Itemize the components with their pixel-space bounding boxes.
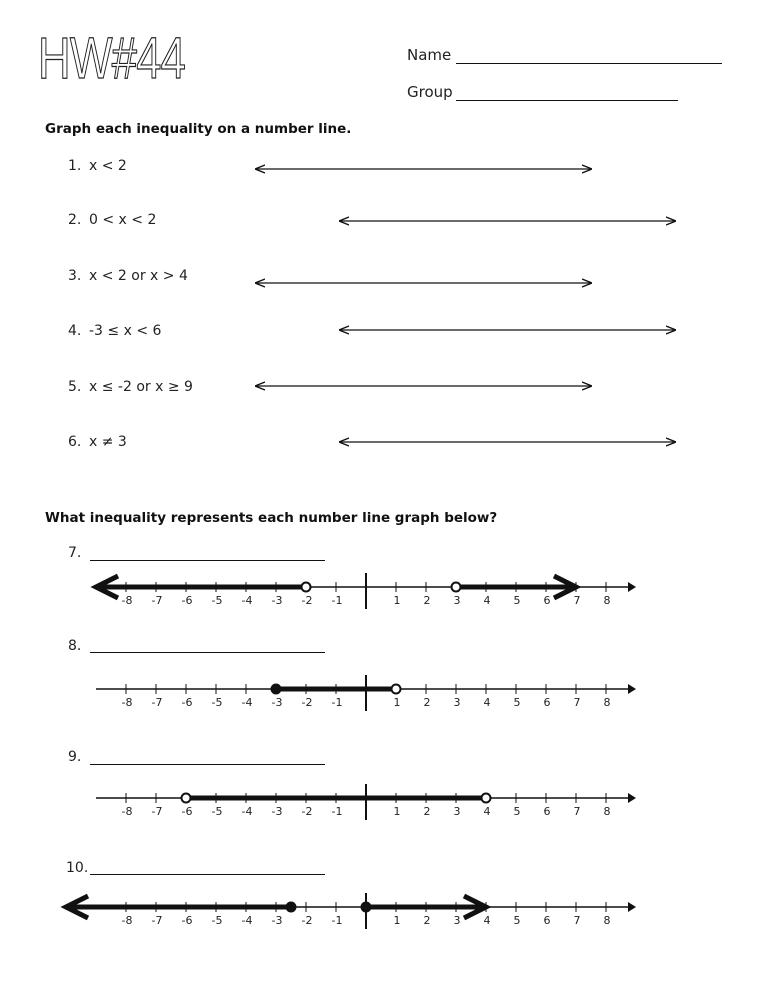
tick-label-7-10: 2 <box>423 594 431 607</box>
tick-label-10-14: 6 <box>543 914 551 927</box>
tick-label-8-1: -7 <box>151 696 163 709</box>
tick-label-9-1: -7 <box>151 805 163 818</box>
tick-label-7-6: -2 <box>301 594 313 607</box>
tick-label-9-0: -8 <box>121 805 133 818</box>
tick-label-10-10: 2 <box>423 914 431 927</box>
open-endpoint-9-0-left_end <box>182 794 191 803</box>
closed-endpoint-8-0-left_end <box>272 685 281 694</box>
item-9-number: 9. <box>68 749 82 765</box>
tick-label-7-0: -8 <box>121 594 133 607</box>
problem-5-inequality: x ≤ -2 or x ≥ 9 <box>89 379 193 395</box>
tick-label-9-16: 8 <box>603 805 611 818</box>
tick-label-8-7: -1 <box>331 696 343 709</box>
tick-label-9-9: 1 <box>393 805 401 818</box>
tick-label-9-6: -2 <box>301 805 313 818</box>
tick-label-10-1: -7 <box>151 914 163 927</box>
problem-3-inequality: x < 2 or x > 4 <box>89 268 188 284</box>
problem-2-number: 2. <box>68 212 82 228</box>
tick-label-10-15: 7 <box>573 914 581 927</box>
tick-label-10-12: 4 <box>483 914 491 927</box>
problem-6-inequality: x ≠ 3 <box>89 434 127 450</box>
tick-label-9-15: 7 <box>573 805 581 818</box>
tick-label-7-3: -5 <box>211 594 223 607</box>
tick-label-10-7: -1 <box>331 914 343 927</box>
tick-label-7-16: 8 <box>603 594 611 607</box>
tick-label-7-15: 7 <box>573 594 581 607</box>
tick-label-8-6: -2 <box>301 696 313 709</box>
axis-arrow-icon-9 <box>628 793 636 803</box>
tick-label-7-14: 6 <box>543 594 551 607</box>
tick-label-8-12: 4 <box>483 696 491 709</box>
tick-label-10-16: 8 <box>603 914 611 927</box>
tick-label-8-11: 3 <box>453 696 461 709</box>
axis-arrow-icon-8 <box>628 684 636 694</box>
tick-label-7-1: -7 <box>151 594 163 607</box>
tick-label-9-2: -6 <box>181 805 193 818</box>
problem-6-number: 6. <box>68 434 82 450</box>
tick-label-9-7: -1 <box>331 805 343 818</box>
tick-label-9-14: 6 <box>543 805 551 818</box>
tick-label-8-5: -3 <box>271 696 283 709</box>
closed-endpoint-10-0-right_end <box>287 903 296 912</box>
tick-label-9-10: 2 <box>423 805 431 818</box>
problem-1-inequality: x < 2 <box>89 158 127 174</box>
problem-4-number: 4. <box>68 323 82 339</box>
tick-label-10-0: -8 <box>121 914 133 927</box>
tick-label-8-10: 2 <box>423 696 431 709</box>
problem-1-number: 1. <box>68 158 82 174</box>
tick-label-10-3: -5 <box>211 914 223 927</box>
tick-label-7-5: -3 <box>271 594 283 607</box>
problem-4-inequality: -3 ≤ x < 6 <box>89 323 162 339</box>
tick-label-10-13: 5 <box>513 914 521 927</box>
tick-label-7-12: 4 <box>483 594 491 607</box>
tick-label-7-13: 5 <box>513 594 521 607</box>
tick-label-9-13: 5 <box>513 805 521 818</box>
axis-arrow-icon-7 <box>628 582 636 592</box>
group-label: Group <box>407 83 453 101</box>
tick-label-8-16: 8 <box>603 696 611 709</box>
section1-instruction: Graph each inequality on a number line. <box>45 121 352 137</box>
tick-label-9-12: 4 <box>483 805 491 818</box>
tick-label-7-9: 1 <box>393 594 401 607</box>
tick-label-8-13: 5 <box>513 696 521 709</box>
item-10-number: 10. <box>66 860 89 876</box>
name-label: Name <box>407 46 452 64</box>
tick-label-8-9: 1 <box>393 696 401 709</box>
tick-label-9-11: 3 <box>453 805 461 818</box>
open-endpoint-9-0-right_end <box>482 794 491 803</box>
closed-endpoint-10-1-left_end <box>362 903 371 912</box>
open-endpoint-7-0-right_end <box>302 583 311 592</box>
tick-label-10-9: 1 <box>393 914 401 927</box>
tick-label-7-11: 3 <box>453 594 461 607</box>
problem-2-inequality: 0 < x < 2 <box>89 212 157 228</box>
problem-5-number: 5. <box>68 379 82 395</box>
tick-label-7-2: -6 <box>181 594 193 607</box>
problem-3-number: 3. <box>68 268 82 284</box>
axis-arrow-icon-10 <box>628 902 636 912</box>
tick-label-7-4: -4 <box>241 594 253 607</box>
tick-label-8-15: 7 <box>573 696 581 709</box>
tick-label-10-5: -3 <box>271 914 283 927</box>
tick-label-8-4: -4 <box>241 696 253 709</box>
tick-label-10-2: -6 <box>181 914 193 927</box>
tick-label-8-14: 6 <box>543 696 551 709</box>
open-endpoint-8-0-right_end <box>392 685 401 694</box>
tick-label-10-6: -2 <box>301 914 313 927</box>
tick-label-9-5: -3 <box>271 805 283 818</box>
worksheet-title: HW#44 <box>38 26 185 91</box>
tick-label-10-4: -4 <box>241 914 253 927</box>
tick-label-8-3: -5 <box>211 696 223 709</box>
tick-label-9-3: -5 <box>211 805 223 818</box>
open-endpoint-7-1-left_end <box>452 583 461 592</box>
tick-label-8-2: -6 <box>181 696 193 709</box>
tick-label-8-0: -8 <box>121 696 133 709</box>
tick-label-9-4: -4 <box>241 805 253 818</box>
tick-label-10-11: 3 <box>453 914 461 927</box>
tick-label-7-7: -1 <box>331 594 343 607</box>
section2-instruction: What inequality represents each number line graph below? <box>45 510 498 526</box>
item-7-number: 7. <box>68 545 82 561</box>
item-8-number: 8. <box>68 638 82 654</box>
